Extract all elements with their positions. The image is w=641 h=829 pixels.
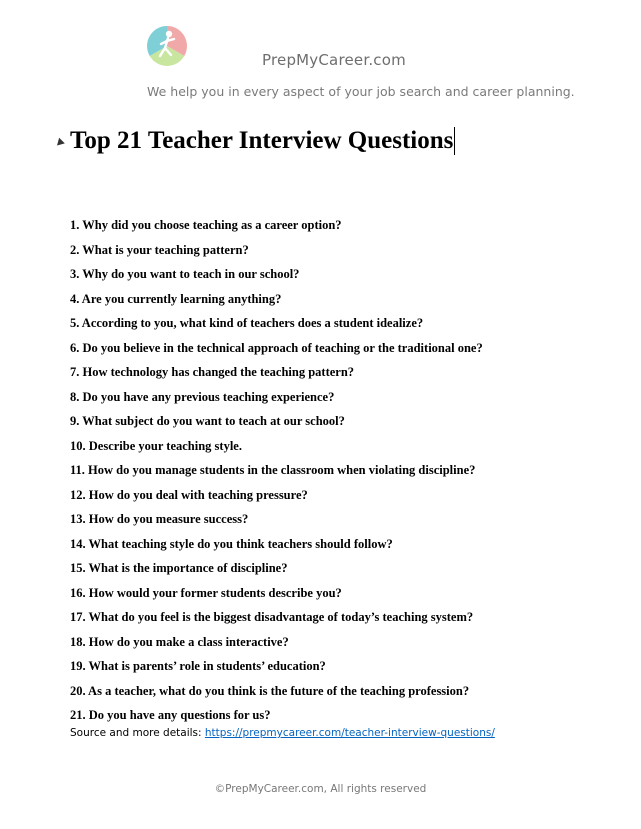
source-link[interactable]: https://prepmycareer.com/teacher-interview-questions/ [204,727,495,739]
list-item: 15. What is the importance of discipline? [70,561,288,575]
list-item: 3. Why do you want to teach in our school? [70,267,300,281]
list-item: 6. Do you believe in the technical approach of teaching or the traditional one? [70,340,483,355]
text-cursor [454,127,455,155]
list-item: 8. Do you have any previous teaching experience? [70,389,335,404]
list-item: 14. What teaching style do you think teachers should follow? [70,536,393,551]
footer-copyright: ©PrepMyCareer.com, All rights reserved [214,783,427,795]
prepmycareer-logo-icon [147,26,187,66]
list-item: 16. How would your former students describe you? [70,585,342,600]
list-item: 1. Why did you choose teaching as a career option? [70,218,342,232]
page-title: Top 21 Teacher Interview Questions [70,127,454,154]
list-item: 18. How do you make a class interactive? [70,634,289,649]
list-item: 12. How do you deal with teaching pressure? [70,487,308,502]
document-heading [56,124,455,158]
brand-name: PrepMyCareer.com [262,51,406,69]
list-item: 4. Are you currently learning anything? [70,291,282,306]
list-item: 11. How do you manage students in the classroom when violating discipline? [70,463,476,477]
list-item: 19. What is parents’ role in students’ education? [70,659,326,673]
list-item: 10. Describe your teaching style. [70,438,242,453]
list-item: 13. How do you measure success? [70,512,249,526]
collapse-triangle-icon[interactable] [54,138,65,149]
list-item: 7. How technology has changed the teaching pattern? [70,365,355,379]
list-item: 9. What subject do you want to teach at our school? [70,414,345,428]
tagline: We help you in every aspect of your job search and career planning. [147,84,575,99]
source-line [70,727,495,739]
list-item: 5. According to you, what kind of teachers does a student idealize? [70,316,424,330]
list-item: 2. What is your teaching pattern? [70,242,249,257]
list-item: 21. Do you have any questions for us? [70,708,271,722]
question-list [70,213,483,728]
source-label: Source and more details: [70,727,202,739]
list-item: 20. As a teacher, what do you think is the future of the teaching profession? [70,683,470,698]
list-item: 17. What do you feel is the biggest disadvantage of today’s teaching system? [70,610,474,624]
